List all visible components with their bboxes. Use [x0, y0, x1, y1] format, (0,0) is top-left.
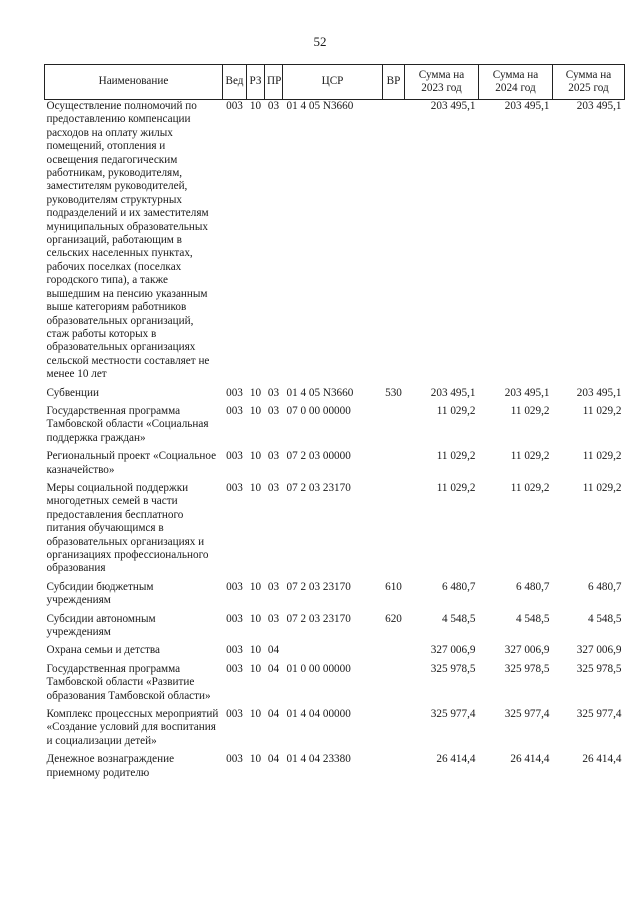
row-sum-2025: 203 495,1 [576, 100, 622, 112]
row-name: Комплекс процессных мероприятий «Создание условий для воспитания и социализации детей» [46, 708, 219, 747]
table-row [45, 753, 625, 785]
row-sum-2023: 11 029,2 [436, 404, 476, 417]
row-pr: 03 [267, 404, 280, 417]
row-ved: 003 [226, 662, 243, 675]
row-name: Субсидии бюджетным учреждениям [46, 580, 154, 607]
table-row [45, 581, 625, 613]
row-csr [283, 644, 383, 662]
row-pr: 04 [267, 753, 280, 766]
row-ved: 003 [226, 386, 243, 399]
row-pr: 03 [267, 481, 280, 494]
header-rz: РЗ [247, 65, 265, 100]
row-csr: 07 0 00 00000 [286, 404, 351, 417]
row-vr: 610 [385, 580, 402, 593]
row-name: Субвенции [46, 386, 99, 399]
row-pr: 03 [267, 450, 280, 463]
row-vr [383, 644, 405, 662]
row-sum-2024: 203 495,1 [504, 386, 550, 399]
table-row [45, 482, 625, 581]
budget-table [44, 64, 625, 785]
row-sum-2025: 11 029,2 [582, 450, 622, 463]
row-rz: 10 [249, 612, 262, 625]
row-name: Меры социальной поддержки многодетных семей в части предоставления бесплатного питания обучающимся в образовательных организациях и организациях профессионального образования [46, 481, 209, 575]
row-rz: 10 [249, 404, 262, 417]
row-name: Денежное вознаграждение приемному родителю [46, 753, 175, 779]
row-sum-2024: 26 414,4 [510, 753, 550, 766]
row-sum-2025: 26 414,4 [582, 753, 622, 766]
row-name: Субсидии автономным учреждениям [46, 612, 156, 639]
row-rz: 10 [249, 580, 262, 593]
table-row [45, 387, 625, 405]
row-sum-2025: 327 006,9 [576, 644, 622, 657]
row-pr: 03 [267, 386, 280, 399]
row-pr: 04 [267, 644, 280, 657]
table-row [45, 450, 625, 482]
header-sum-2024: Сумма на 2024 год [479, 65, 553, 100]
row-sum-2024: 203 495,1 [504, 100, 550, 112]
row-csr: 07 2 03 00000 [286, 450, 351, 463]
row-csr: 01 4 05 N3660 [286, 100, 354, 112]
header-vr: ВР [383, 65, 405, 100]
row-ved: 003 [226, 580, 243, 593]
row-rz: 10 [249, 481, 262, 494]
row-ved: 003 [226, 753, 243, 766]
table-row [45, 663, 625, 708]
row-ved: 003 [226, 404, 243, 417]
row-name: Государственная программа Тамбовской области «Развитие образования Тамбовской области» [46, 662, 211, 702]
row-sum-2025: 11 029,2 [582, 404, 622, 417]
row-csr: 07 2 03 23170 [286, 481, 351, 494]
row-sum-2024: 325 977,4 [504, 708, 550, 721]
table-header-row [45, 65, 625, 100]
header-csr: ЦСР [283, 65, 383, 100]
header-sum-2025: Сумма на 2025 год [553, 65, 625, 100]
row-ved: 003 [226, 100, 243, 112]
row-vr [383, 753, 405, 785]
row-sum-2024: 4 548,5 [515, 612, 550, 625]
row-sum-2023: 11 029,2 [436, 481, 476, 494]
row-vr: 530 [385, 386, 402, 399]
row-name: Охрана семьи и детства [46, 644, 160, 657]
row-sum-2025: 203 495,1 [576, 386, 622, 399]
header-sum-2023: Сумма на 2023 год [405, 65, 479, 100]
row-sum-2023: 4 548,5 [441, 612, 476, 625]
row-name: Государственная программа Тамбовской области «Социальная поддержка граждан» [46, 404, 209, 444]
row-rz: 10 [249, 100, 262, 112]
row-sum-2024: 11 029,2 [510, 450, 550, 463]
row-pr: 04 [267, 708, 280, 721]
row-csr: 01 4 04 00000 [286, 708, 351, 721]
row-sum-2023: 203 495,1 [430, 386, 476, 399]
row-csr: 01 0 00 00000 [286, 662, 351, 675]
row-csr: 01 4 04 23380 [286, 753, 351, 766]
row-sum-2023: 327 006,9 [430, 644, 476, 657]
table-row [45, 644, 625, 662]
row-rz: 10 [249, 753, 262, 766]
row-rz: 10 [249, 644, 262, 657]
row-sum-2023: 325 977,4 [430, 708, 476, 721]
row-csr: 07 2 03 23170 [286, 580, 351, 593]
table-row [45, 405, 625, 450]
table-row [45, 100, 625, 387]
page-number: 52 [313, 34, 327, 49]
row-vr [383, 663, 405, 708]
row-vr [383, 450, 405, 482]
row-ved: 003 [226, 644, 243, 657]
row-sum-2024: 11 029,2 [510, 481, 550, 494]
table-row [45, 613, 625, 645]
row-sum-2023: 26 414,4 [436, 753, 476, 766]
row-sum-2023: 325 978,5 [430, 662, 476, 675]
row-sum-2024: 325 978,5 [504, 662, 550, 675]
row-rz: 10 [249, 450, 262, 463]
header-pr: ПР [265, 65, 283, 100]
row-csr: 01 4 05 N3660 [286, 386, 354, 399]
row-csr: 07 2 03 23170 [286, 612, 351, 625]
header-ved: Вед [223, 65, 247, 100]
row-sum-2025: 325 978,5 [576, 662, 622, 675]
row-sum-2025: 6 480,7 [587, 580, 622, 593]
row-sum-2025: 4 548,5 [587, 612, 622, 625]
row-vr [383, 100, 405, 387]
row-sum-2023: 6 480,7 [441, 580, 476, 593]
row-sum-2025: 11 029,2 [582, 481, 622, 494]
row-sum-2023: 11 029,2 [436, 450, 476, 463]
row-ved: 003 [226, 708, 243, 721]
row-ved: 003 [226, 450, 243, 463]
row-sum-2024: 6 480,7 [515, 580, 550, 593]
row-sum-2024: 11 029,2 [510, 404, 550, 417]
row-rz: 10 [249, 708, 262, 721]
row-pr: 03 [267, 100, 280, 112]
row-ved: 003 [226, 481, 243, 494]
row-sum-2025: 325 977,4 [576, 708, 622, 721]
row-pr: 03 [267, 580, 280, 593]
row-name: Осуществление полномочий по предоставлению компенсации расходов на оплату жилых помещений, отопления и освещения педагогическим работникам, руководителям, заместителям руководителей, руководителям структурных подразделений и их заместителям муниципальных образовательных организаций, работающим в сельских населенных пунктах, рабочих поселках (поселках городского типа), а также вышедшим на пенсию указанным выше категориям работников образовательных организаций, стаж работы которых в образовательных организациях сельской местности составляет не менее 10 лет [46, 100, 210, 381]
row-sum-2024: 327 006,9 [504, 644, 550, 657]
row-vr [383, 708, 405, 753]
row-ved: 003 [226, 612, 243, 625]
row-pr: 04 [267, 662, 280, 675]
row-sum-2023: 203 495,1 [430, 100, 476, 112]
table-row [45, 708, 625, 753]
header-name: Наименование [45, 65, 223, 100]
row-vr: 620 [385, 612, 402, 625]
row-pr: 03 [267, 612, 280, 625]
row-name: Региональный проект «Социальное казначейство» [46, 450, 217, 476]
row-vr [383, 482, 405, 581]
row-rz: 10 [249, 662, 262, 675]
row-vr [383, 405, 405, 450]
table-body [45, 100, 625, 786]
row-rz: 10 [249, 386, 262, 399]
